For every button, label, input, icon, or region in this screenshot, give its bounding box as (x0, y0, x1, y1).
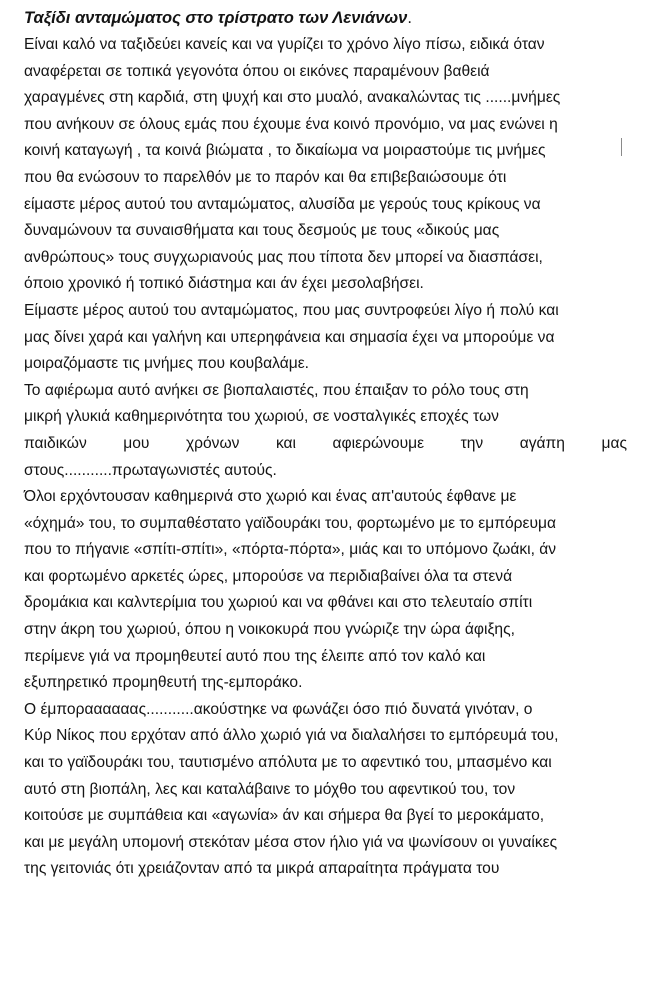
word: παιδικών (24, 434, 87, 452)
text-line: στην άκρη του χωριού, όπου η νοικοκυρά που γνώριζε την ώρα άφιξης, (24, 621, 515, 639)
text-line: χαραγμένες στη καρδιά, στη ψυχή και στο μυαλό, ανακαλώντας τις ......μνήμες (24, 89, 561, 107)
text-line: Όλοι ερχόντουσαν καθημερινά στο χωριό και ένας απ'αυτούς έφθανε με (24, 488, 517, 506)
paragraph-4 (24, 484, 627, 697)
text-line: αυτό στη βιοπάλη, λες και καταλάβαινε το μόχθο του αφεντικού του, τον (24, 780, 516, 798)
text-line: στους...........πρωταγωνιστές αυτούς. (24, 461, 277, 479)
document-page (24, 6, 627, 883)
text-line: και φορτωμένο αρκετές ώρες, μπορούσε να περιδιαβαίνει όλα τα στενά (24, 567, 513, 585)
text-line: που θα ενώσουν το παρελθόν με το παρόν και θα επιβεβαιώσουμε ότι (24, 168, 507, 186)
paragraph-1 (24, 32, 627, 298)
text-line: Είναι καλό να ταξιδεύει κανείς και να γυρίζει το χρόνο λίγο πίσω, ειδικά όταν (24, 36, 545, 53)
text-line: «όχημά» του, το συμπαθέστατο γαϊδουράκι του, φορτωμένο με το εμπόρευμα (24, 514, 557, 532)
text-line: Κύρ Νίκος που ερχόταν από άλλο χωριό γιά να διαλαλήσει το εμπόρευμά του, (24, 727, 559, 745)
text-line: κοινή καταγωγή , τα κοινά βιώματα , το δικαίωμα να μοιραστούμε τις μνήμες (24, 142, 546, 160)
word: αφιερώνουμε (332, 434, 425, 452)
text-line: περίμενε γιά να προμηθευτεί αυτό που της έλειπε από τον καλό και (24, 647, 486, 665)
word: αγάπη (519, 434, 565, 452)
document-title (24, 6, 627, 32)
text-line: δρομάκια και καλντερίμια του χωριού και να φθάνει και στο τελευταίο σπίτι (24, 594, 533, 612)
text-line: και με μεγάλη υπομονή στεκόταν μέσα στον ήλιο γιά να ψωνίσουν οι γυναίκες (24, 833, 558, 851)
paragraph-5 (24, 697, 627, 883)
paragraph-2 (24, 298, 627, 378)
text-line: μας δίνει χαρά και γαλήνη και υπερηφάνεια και σημασία έχει να μπορούμε να (24, 328, 555, 346)
title-text: Ταξίδι ανταμώματος στο τρίστρατο των Λενιάνων (24, 9, 408, 27)
word: την (460, 434, 484, 452)
text-line: Είμαστε μέρος αυτού του ανταμώματος, που μας συντροφεύει λίγο ή πολύ και (24, 301, 559, 319)
text-line: Ο έμποραααααας...........ακούστηκε να φωνάζει όσο πιό δυνατά γινόταν, ο (24, 700, 533, 718)
text-cursor (621, 138, 622, 156)
text-line: μοιραζόμαστε τις μνήμες που κουβαλάμε. (24, 355, 309, 373)
text-line: μικρή γλυκιά καθημερινότητα του χωριού, σε νοσταλγικές εποχές των (24, 408, 499, 426)
text-line: που ανήκουν σε όλους εμάς που έχουμε ένα κοινό προνόμιο, να μας ενώνει η (24, 115, 558, 133)
text-line: και το γαϊδουράκι του, ταυτισμένο απόλυτα με το αφεντικό του, μπασμένο και (24, 754, 552, 772)
word: και (275, 434, 297, 452)
text-line: δυναμώνουν τα συναισθήματα και τους δεσμούς με τους «δικούς μας (24, 222, 500, 240)
text-line: που το πήγανιε «σπίτι-σπίτι», «πόρτα-πόρτα», μιάς και το υπόμονο ζωάκι, άν (24, 541, 557, 559)
text-line: Το αφιέρωμα αυτό ανήκει σε βιοπαλαιστές, που έπαιξαν το ρόλο τους στη (24, 381, 529, 399)
word: μας (601, 434, 627, 452)
title-period: . (407, 9, 412, 27)
text-line: εξυπηρετικό προμηθευτή της-εμποράκο. (24, 674, 303, 692)
text-line: κοιτούσε με συμπάθεια και «αγωνία» άν και σήμερα θα βγεί το μεροκάματο, (24, 807, 545, 825)
text-line: αναφέρεται σε τοπικά γεγονότα όπου οι εικόνες παραμένουν βαθειά (24, 62, 490, 80)
paragraph-3 (24, 378, 627, 484)
justified-text-line (24, 431, 627, 458)
text-line: είμαστε μέρος αυτού του ανταμώματος, αλυσίδα με γερούς τους κρίκους να (24, 195, 541, 213)
text-line: ανθρώπους» τους συγχωριανούς μας που τίποτα δεν μπορεί να διασπάσει, (24, 248, 543, 266)
text-line: της γειτονιάς ότι χρειάζονταν από τα μικρά απαραίτητα πράγματα του (24, 860, 500, 878)
text-line: όποιο χρονικό ή τοπικό διάστημα και άν έχει μεσολαβήσει. (24, 275, 424, 293)
word: χρόνων (185, 434, 240, 452)
word: μου (123, 434, 150, 452)
